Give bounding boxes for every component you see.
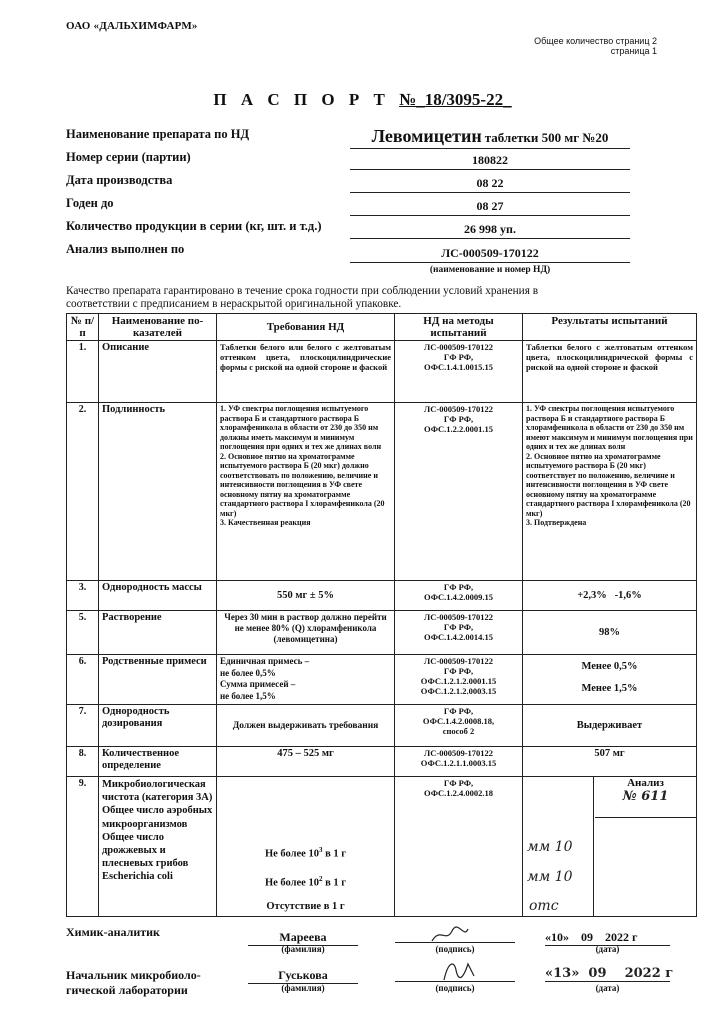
nd-caption: (наименование и номер НД)	[429, 265, 551, 275]
expiry-value: 08 27	[350, 199, 630, 216]
chemist-name-caption: (фамилия)	[281, 944, 325, 954]
chemist-signature-caption: (подпись)	[435, 944, 475, 954]
row-number: 6.	[67, 655, 99, 705]
table-row	[67, 403, 697, 581]
micro-head-date: «13» 09 2022 г	[545, 966, 674, 981]
title-word: П А С П О Р Т	[213, 90, 390, 109]
table-row	[67, 341, 697, 403]
row-number: 1.	[67, 341, 99, 403]
production-date-value: 08 22	[350, 176, 630, 193]
table-row	[67, 655, 697, 705]
row-method: ЛС-000509-170122 ГФ РФ, ОФС.1.4.1.0015.15	[395, 341, 523, 403]
analysis-box	[595, 777, 696, 818]
row-requirement	[217, 777, 395, 917]
micro-req-fungi: Не более $10^2$ в 1 г	[264, 875, 347, 889]
row-result: 507 мг	[523, 747, 697, 777]
row-requirement: 475 – 525 мг	[217, 747, 395, 777]
chemist-signature	[430, 925, 470, 945]
table-row	[67, 747, 697, 777]
row-number: 5.	[67, 611, 99, 655]
micro-head-date-caption: (дата)	[595, 983, 620, 993]
field-label-analysis-by: Анализ выполнен по	[66, 242, 185, 256]
row-result: Таблетки белого с желтоватым оттенком цвета, плоскоцилиндрической формы с риской на одной стороне и фаской	[523, 341, 697, 403]
col-header-results: Результаты испытаний	[523, 314, 697, 341]
pages-total: Общее количество страниц 2	[534, 36, 657, 46]
passport-number: №_18/3095-22_	[399, 90, 512, 109]
handwritten-result-fungi: мм 10	[527, 869, 573, 885]
product-detail: таблетки 500 мг №20	[484, 130, 609, 145]
row-requirement: Должен выдерживать требования	[217, 705, 395, 747]
row-method: ЛС-000509-170122 ГФ РФ, ОФС.1.2.2.0001.15	[395, 403, 523, 581]
row-indicator: Родственные примеси	[99, 655, 217, 705]
micro-head-signature-caption: (подпись)	[435, 983, 475, 993]
row-requirement: 1. УФ спектры поглощения испытуемого раствора Б и стандартного раствора Б хлорамфеникола в области от 230 до 350 нм должны иметь максимум и минимум поглощения при одних и тех же длинах волн 2. Основное пятно на хроматограмме испытуемого раствора Б (20 мкг) должно соответствовать по положению, величине и интенсивности поглощения в УФ свете основному пятну на хроматограмме стандартного раствора I хлорамфеникола (20 мкг) 3. Качественная реакция	[217, 403, 395, 581]
row-method: ЛС-000509-170122 ГФ РФ, ОФС.1.4.2.0014.15	[395, 611, 523, 655]
row-method: ГФ РФ, ОФС.1.4.2.0008.18, способ 2	[395, 705, 523, 747]
handwritten-result-aerobic: мм 10	[527, 839, 573, 855]
analysis-by-value: ЛС-000509-170122	[350, 246, 630, 263]
chemist-date: «10» 09 2022 г	[545, 930, 670, 946]
row-method: ЛС-000509-170122 ОФС.1.2.1.1.0003.15	[395, 747, 523, 777]
table-row	[67, 705, 697, 747]
row-indicator: Микробиологическая чистота (категория 3А) Общее число аэробных микроорганизмов Общее число дрожжевых и плесневых грибов Escherichia coli	[99, 777, 217, 917]
col-header-requirements: Требования НД	[217, 314, 395, 341]
quality-statement: Качество препарата гарантировано в течение срока годности при соблюдении условий хранения в соответствии с предписанием в нераскрытой оригинальной упаковке.	[66, 285, 539, 310]
row-method: ГФ РФ, ОФС.1.4.2.0009.15	[395, 581, 523, 611]
chemist-name: Мареева	[248, 930, 358, 946]
chemist-date-caption: (дата)	[595, 944, 620, 954]
row-requirement: Единичная примесь – не более 0,5% Сумма примесей – не более 1,5%	[217, 655, 395, 705]
row-number: 3.	[67, 581, 99, 611]
row-result	[523, 777, 697, 917]
table-header-row	[67, 314, 697, 341]
row-indicator: Однородность дозирования	[99, 705, 217, 747]
row-result: Выдерживает	[523, 705, 697, 747]
row-number: 2.	[67, 403, 99, 581]
micro-head-name-caption: (фамилия)	[281, 983, 325, 993]
row-result: Менее 0,5% Менее 1,5%	[523, 655, 697, 705]
row-requirement: Таблетки белого или белого с желтоватым оттенком цвета, плоскоцилиндрические формы с риской на одной стороне и фаской	[217, 341, 395, 403]
page-info	[534, 36, 657, 56]
field-label-quantity: Количество продукции в серии (кг, шт. и т.д.)	[66, 219, 322, 233]
field-label-name: Наименование препарата по НД	[66, 127, 250, 141]
row-result: 1. УФ спектры поглощения испытуемого раствора Б и стандартного раствора Б хлорамфеникола в области от 230 до 350 нм имеют максимум и минимум поглощения при одних и тех же длинах волн 2. Основное пятно на хроматограмме испытуемого раствора Б (20 мкг) соответствует по положению, величине и интенсивности поглощения в УФ свете основному пятну на хроматограмме стандартного раствора I хлорамфеникола (20 мкг) 3. Подтверждена	[523, 403, 697, 581]
field-label-expiry: Годен до	[66, 196, 114, 210]
row-indicator: Описание	[99, 341, 217, 403]
micro-head-signature	[440, 956, 480, 986]
row-requirement: Через 30 мин в раствор должно перейти не менее 80% (Q) хлорамфеникола (левомицетина)	[217, 611, 395, 655]
analysis-label: Анализ	[627, 777, 664, 789]
row-requirement: 550 мг ± 5%	[217, 581, 395, 611]
table-row-micro	[67, 777, 697, 917]
page-number: страница 1	[610, 46, 657, 56]
role-microbiology-head: Начальник микробиоло- гической лаборатории	[66, 968, 201, 997]
company-name: ОАО «ДАЛЬХИМФАРМ»	[66, 20, 198, 32]
row-number: 8.	[67, 747, 99, 777]
results-table	[66, 313, 697, 917]
row-indicator: Растворение	[99, 611, 217, 655]
handwritten-result-ecoli: отс	[529, 898, 559, 914]
row-method: ГФ РФ, ОФС.1.2.4.0002.18	[395, 777, 523, 917]
row-indicator: Подлинность	[99, 403, 217, 581]
micro-divider	[593, 777, 594, 916]
row-number: 7.	[67, 705, 99, 747]
batch-value: 180822	[350, 153, 630, 170]
micro-req-ecoli: Отсутствие в 1 г	[266, 901, 345, 912]
col-header-indicator: Наименование по- казателей	[99, 314, 217, 341]
row-result: 98%	[523, 611, 697, 655]
row-method: ЛС-000509-170122 ГФ РФ, ОФС.1.2.1.2.0001.15 ОФС.1.2.1.2.0003.15	[395, 655, 523, 705]
row-result: +2,3% -1,6%	[523, 581, 697, 611]
row-number: 9.	[67, 777, 99, 917]
role-chemist: Химик-аналитик	[66, 925, 160, 939]
field-label-batch: Номер серии (партии)	[66, 150, 191, 164]
field-label-production-date: Дата производства	[66, 173, 173, 187]
row-indicator: Количественное определение	[99, 747, 217, 777]
passport-title	[0, 90, 725, 110]
table-row	[67, 581, 697, 611]
col-header-methods: НД на методы испытаний	[395, 314, 523, 341]
product-name: Левомицетин	[371, 126, 482, 146]
product-name-value	[350, 126, 630, 149]
table-row	[67, 611, 697, 655]
col-header-number: № п/п	[67, 314, 99, 341]
micro-req-aerobic: Не более $10^3$ в 1 г	[264, 846, 347, 860]
row-indicator: Однородность массы	[99, 581, 217, 611]
analysis-number: № 611	[622, 789, 669, 804]
micro-head-name: Гуськова	[248, 968, 358, 984]
quantity-value: 26 998 уп.	[350, 222, 630, 239]
